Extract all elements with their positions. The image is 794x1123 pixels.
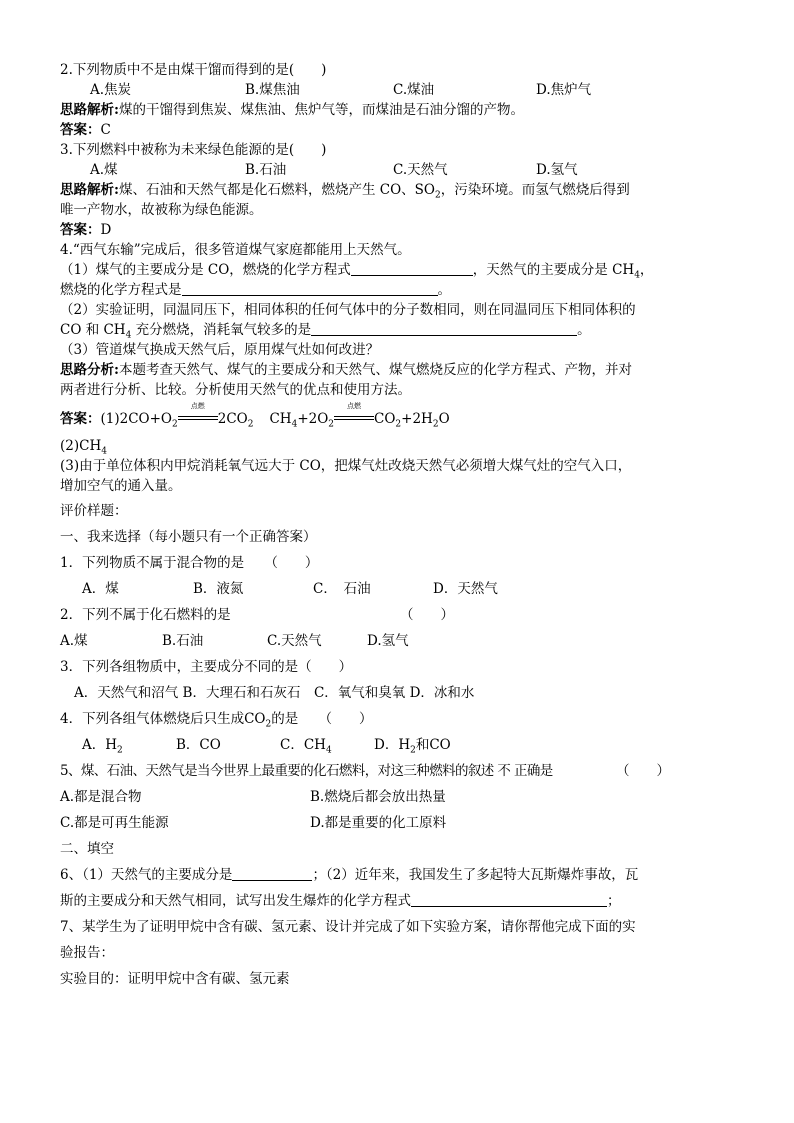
eval-q1-option-d: D．天然气 [433, 581, 498, 597]
equation-text: CO [374, 411, 396, 427]
eval-q6-text-3: 斯的主要成分和天然气相同，试写出发生爆炸的化学方程式 [60, 893, 411, 909]
eval-q5-stem-text: 5、煤、石油、天然气是当今世界上最重要的化石燃料，对这三种燃料的叙述 不 正确是 [60, 763, 553, 779]
eval-q1-options [60, 576, 736, 602]
q4-answer-label: 答案： [60, 411, 101, 427]
equation-text: O [438, 411, 450, 427]
q3-option-c: C.天然气 [393, 162, 448, 178]
q2-answer [60, 120, 736, 140]
eval-q6-text: 6、（1）天然气的主要成分是 [60, 867, 233, 883]
eval-q1-option-c: C． 石油 [313, 581, 371, 597]
option-text: D．H [374, 737, 411, 753]
q4-analysis-label: 思路分析: [60, 362, 119, 378]
q3-analysis [60, 180, 736, 200]
eval-q2-stem-text: 2．下列不属于化石燃料的是 [60, 607, 231, 623]
q4-answer-2-text: (2)CH [60, 438, 102, 454]
eval-q5-option-c: C.都是可再生能源 [60, 815, 169, 831]
equation-text: CH [269, 411, 292, 427]
subscript: 4 [291, 419, 298, 430]
q3-options [60, 160, 736, 180]
q2-option-c: C.煤油 [393, 82, 435, 98]
answer-blank[interactable] [311, 320, 577, 336]
equation-text: (1)2CO+O [100, 411, 172, 427]
q2-analysis-text: 煤的干馏得到焦炭、煤焦油、焦炉气等，而煤油是石油分馏的产物。 [118, 102, 524, 118]
q2-answer-value: C [100, 122, 111, 138]
q4-analysis-text: 本题考查天然气、煤气的主要成分和天然气、煤气燃烧反应的化学方程式、产物，并对 [118, 362, 632, 378]
eval-q6-line1 [60, 862, 736, 888]
answer-blank[interactable] [182, 280, 438, 296]
eval-q4-option-c [280, 732, 332, 758]
eval-q4-option-b: B．CO [176, 737, 221, 753]
q4-analysis-cont: 两者进行分析、比较。分析使用天然气的优点和使用方法。 [60, 382, 411, 398]
eval-q1-option-a: A．煤 [82, 581, 119, 597]
q4-part2-cont [60, 320, 736, 340]
eval-q3-options: A．天然气和沼气 B．大理石和石灰石 C．氧气和臭氧 D．冰和水 [74, 685, 475, 701]
q3-answer-label: 答案： [60, 222, 101, 238]
subscript: 2 [432, 419, 439, 430]
option-text: A．H [82, 737, 118, 753]
worksheet-page [60, 60, 736, 992]
eval-q4-option-d [374, 732, 451, 758]
q4-part3: （3）管道煤气换成天然气后，原用煤气灶如何改进？ [60, 342, 380, 358]
reaction-arrow [178, 402, 218, 425]
eval-q4-stem [60, 706, 736, 732]
subscript: 2 [395, 419, 402, 430]
q4-analysis [60, 360, 736, 380]
reaction-condition: 点燃 [347, 402, 362, 410]
eval-q1-stem: 1．下列物质不属于混合物的是 （ ） [60, 555, 319, 571]
answer-blank[interactable] [411, 891, 607, 907]
q4-part1-text-4: 燃烧的化学方程式是 [60, 282, 182, 298]
q3-answer [60, 220, 736, 240]
q3-option-d: D.氢气 [536, 162, 578, 178]
q3-analysis-label: 思路解析: [60, 182, 119, 198]
q4-part1-text-5: 。 [437, 282, 451, 298]
eval-q5-option-a: A.都是混合物 [60, 789, 142, 805]
eval-q5-option-d: D.都是重要的化工原料 [310, 815, 447, 831]
q3-answer-value: D [100, 222, 112, 238]
eval-q5-options-row1 [60, 784, 736, 810]
eval-q5-options-row2 [60, 810, 736, 836]
q3-option-a: A.煤 [90, 162, 118, 178]
eval-q6-line2 [60, 888, 736, 914]
q3-analysis-text: 煤、石油和天然气都是化石燃料，燃烧产生 CO、SO [118, 182, 435, 198]
reaction-arrow [334, 402, 374, 425]
eval-q2-option-d: D.氢气 [367, 633, 409, 649]
answer-blank[interactable] [232, 865, 312, 881]
eval-q2-stem [60, 602, 736, 628]
q4-answer-equations [60, 402, 736, 430]
eval-title: 评价样题： [60, 503, 128, 519]
eval-q3-stem: 3．下列各组物质中，主要成分不同的是（ ） [60, 659, 353, 675]
q2-option-b: B.煤焦油 [245, 82, 300, 98]
q4-part2: （2）实验证明，同温同压下，相同体积的任何气体中的分子数相同，则在同温同压下相同体积的 [60, 302, 636, 318]
subscript: 4 [634, 270, 640, 281]
eval-q5-stem [60, 758, 736, 784]
q4-part1-text-3: ， [639, 262, 654, 278]
q4-part1-text-2: ，天然气的主要成分是 CH [472, 262, 635, 278]
section-1-heading: 一、我来选择（每小题只有一个正确答案） [60, 529, 317, 545]
q2-option-a: A.焦炭 [90, 82, 132, 98]
q2-option-d: D.焦炉气 [536, 82, 592, 98]
q2-answer-label: 答案： [60, 122, 101, 138]
q3-analysis-cont: 唯一产物水，故被称为绿色能源。 [60, 202, 263, 218]
eval-q2-option-c: C.天然气 [267, 633, 322, 649]
q3-stem: 3.下列燃料中被称为未来绿色能源的是( ) [60, 142, 327, 158]
subscript: 2 [247, 419, 254, 430]
q4-part1-cont [60, 280, 736, 300]
equation-text: +2H [401, 411, 433, 427]
eval-q6-text-4: ； [607, 893, 621, 909]
option-text: 和CO [415, 737, 451, 753]
eval-q7-line2: 验报告： [60, 945, 114, 961]
section-2-heading: 二、填空 [60, 841, 114, 857]
subscript: 2 [410, 745, 416, 756]
eval-q4-stem-text-2: 的是 （ ） [271, 711, 373, 727]
answer-paren: （ ） [400, 607, 454, 623]
eval-q2-option-a: A.煤 [60, 633, 88, 649]
answer-paren: （ ） [616, 763, 670, 779]
eval-q4-options [60, 732, 736, 758]
eval-q7-line1: 7、某学生为了证明甲烷中含有碳、氢元素、设计并完成了如下实验方案，请你帮他完成下面的实 [60, 919, 636, 935]
subscript: 4 [325, 745, 332, 756]
subscript: 2 [328, 419, 335, 430]
q4-part1 [60, 260, 736, 280]
subscript: 2 [435, 190, 441, 201]
q2-analysis [60, 100, 736, 120]
q4-answer-2 [60, 436, 736, 456]
q3-analysis-text-2: ，污染环境。而氢气燃烧后得到 [440, 182, 630, 198]
reaction-condition: 点燃 [190, 402, 205, 410]
option-text: C．CH [280, 737, 326, 753]
subscript: 2 [172, 419, 178, 430]
q2-stem: 2.下列物质中不是由煤干馏而得到的是( ) [60, 62, 327, 78]
q4-part1-text: （1）煤气的主要成分是 CO，燃烧的化学方程式 [60, 262, 351, 278]
subscript: 2 [117, 745, 123, 756]
eval-q1-option-b: B．液氮 [193, 581, 244, 597]
eval-q2-options [60, 628, 736, 654]
eval-q4-option-a [82, 732, 123, 758]
answer-blank[interactable] [351, 260, 473, 276]
subscript: 2 [265, 719, 272, 730]
equation-text: +2O [297, 411, 329, 427]
eval-q5-option-b: B.燃烧后都会放出热量 [310, 789, 446, 805]
q2-analysis-label: 思路解析: [60, 102, 119, 118]
eval-q7-line3: 实验目的：证明甲烷中含有碳、氢元素 [60, 971, 290, 987]
q4-part2-text: CO 和 CH [60, 322, 126, 338]
q4-answer-3: (3)由于单位体积内甲烷消耗氧气远大于 CO，把煤气灶改烧天然气必须增大煤气灶的空气入口， [60, 458, 632, 474]
q4-answer-3-cont: 增加空气的通入量。 [60, 478, 182, 494]
equation-text: 2CO [217, 411, 248, 427]
subscript: 4 [101, 446, 107, 457]
q4-part2-text-2: 充分燃烧，消耗氧气较多的是 [131, 322, 312, 338]
q2-options [60, 80, 736, 100]
q3-option-b: B.石油 [245, 162, 287, 178]
eval-q2-option-b: B.石油 [162, 633, 204, 649]
q4-stem: 4.“西气东输”完成后，很多管道煤气家庭都能用上天然气。 [60, 242, 411, 258]
eval-q4-stem-text: 4．下列各组气体燃烧后只生成CO [60, 711, 266, 727]
q4-part2-text-3: 。 [577, 322, 591, 338]
subscript: 4 [125, 330, 132, 341]
eval-q6-text-2: ；（2）近年来，我国发生了多起特大瓦斯爆炸事故，瓦 [312, 867, 639, 883]
